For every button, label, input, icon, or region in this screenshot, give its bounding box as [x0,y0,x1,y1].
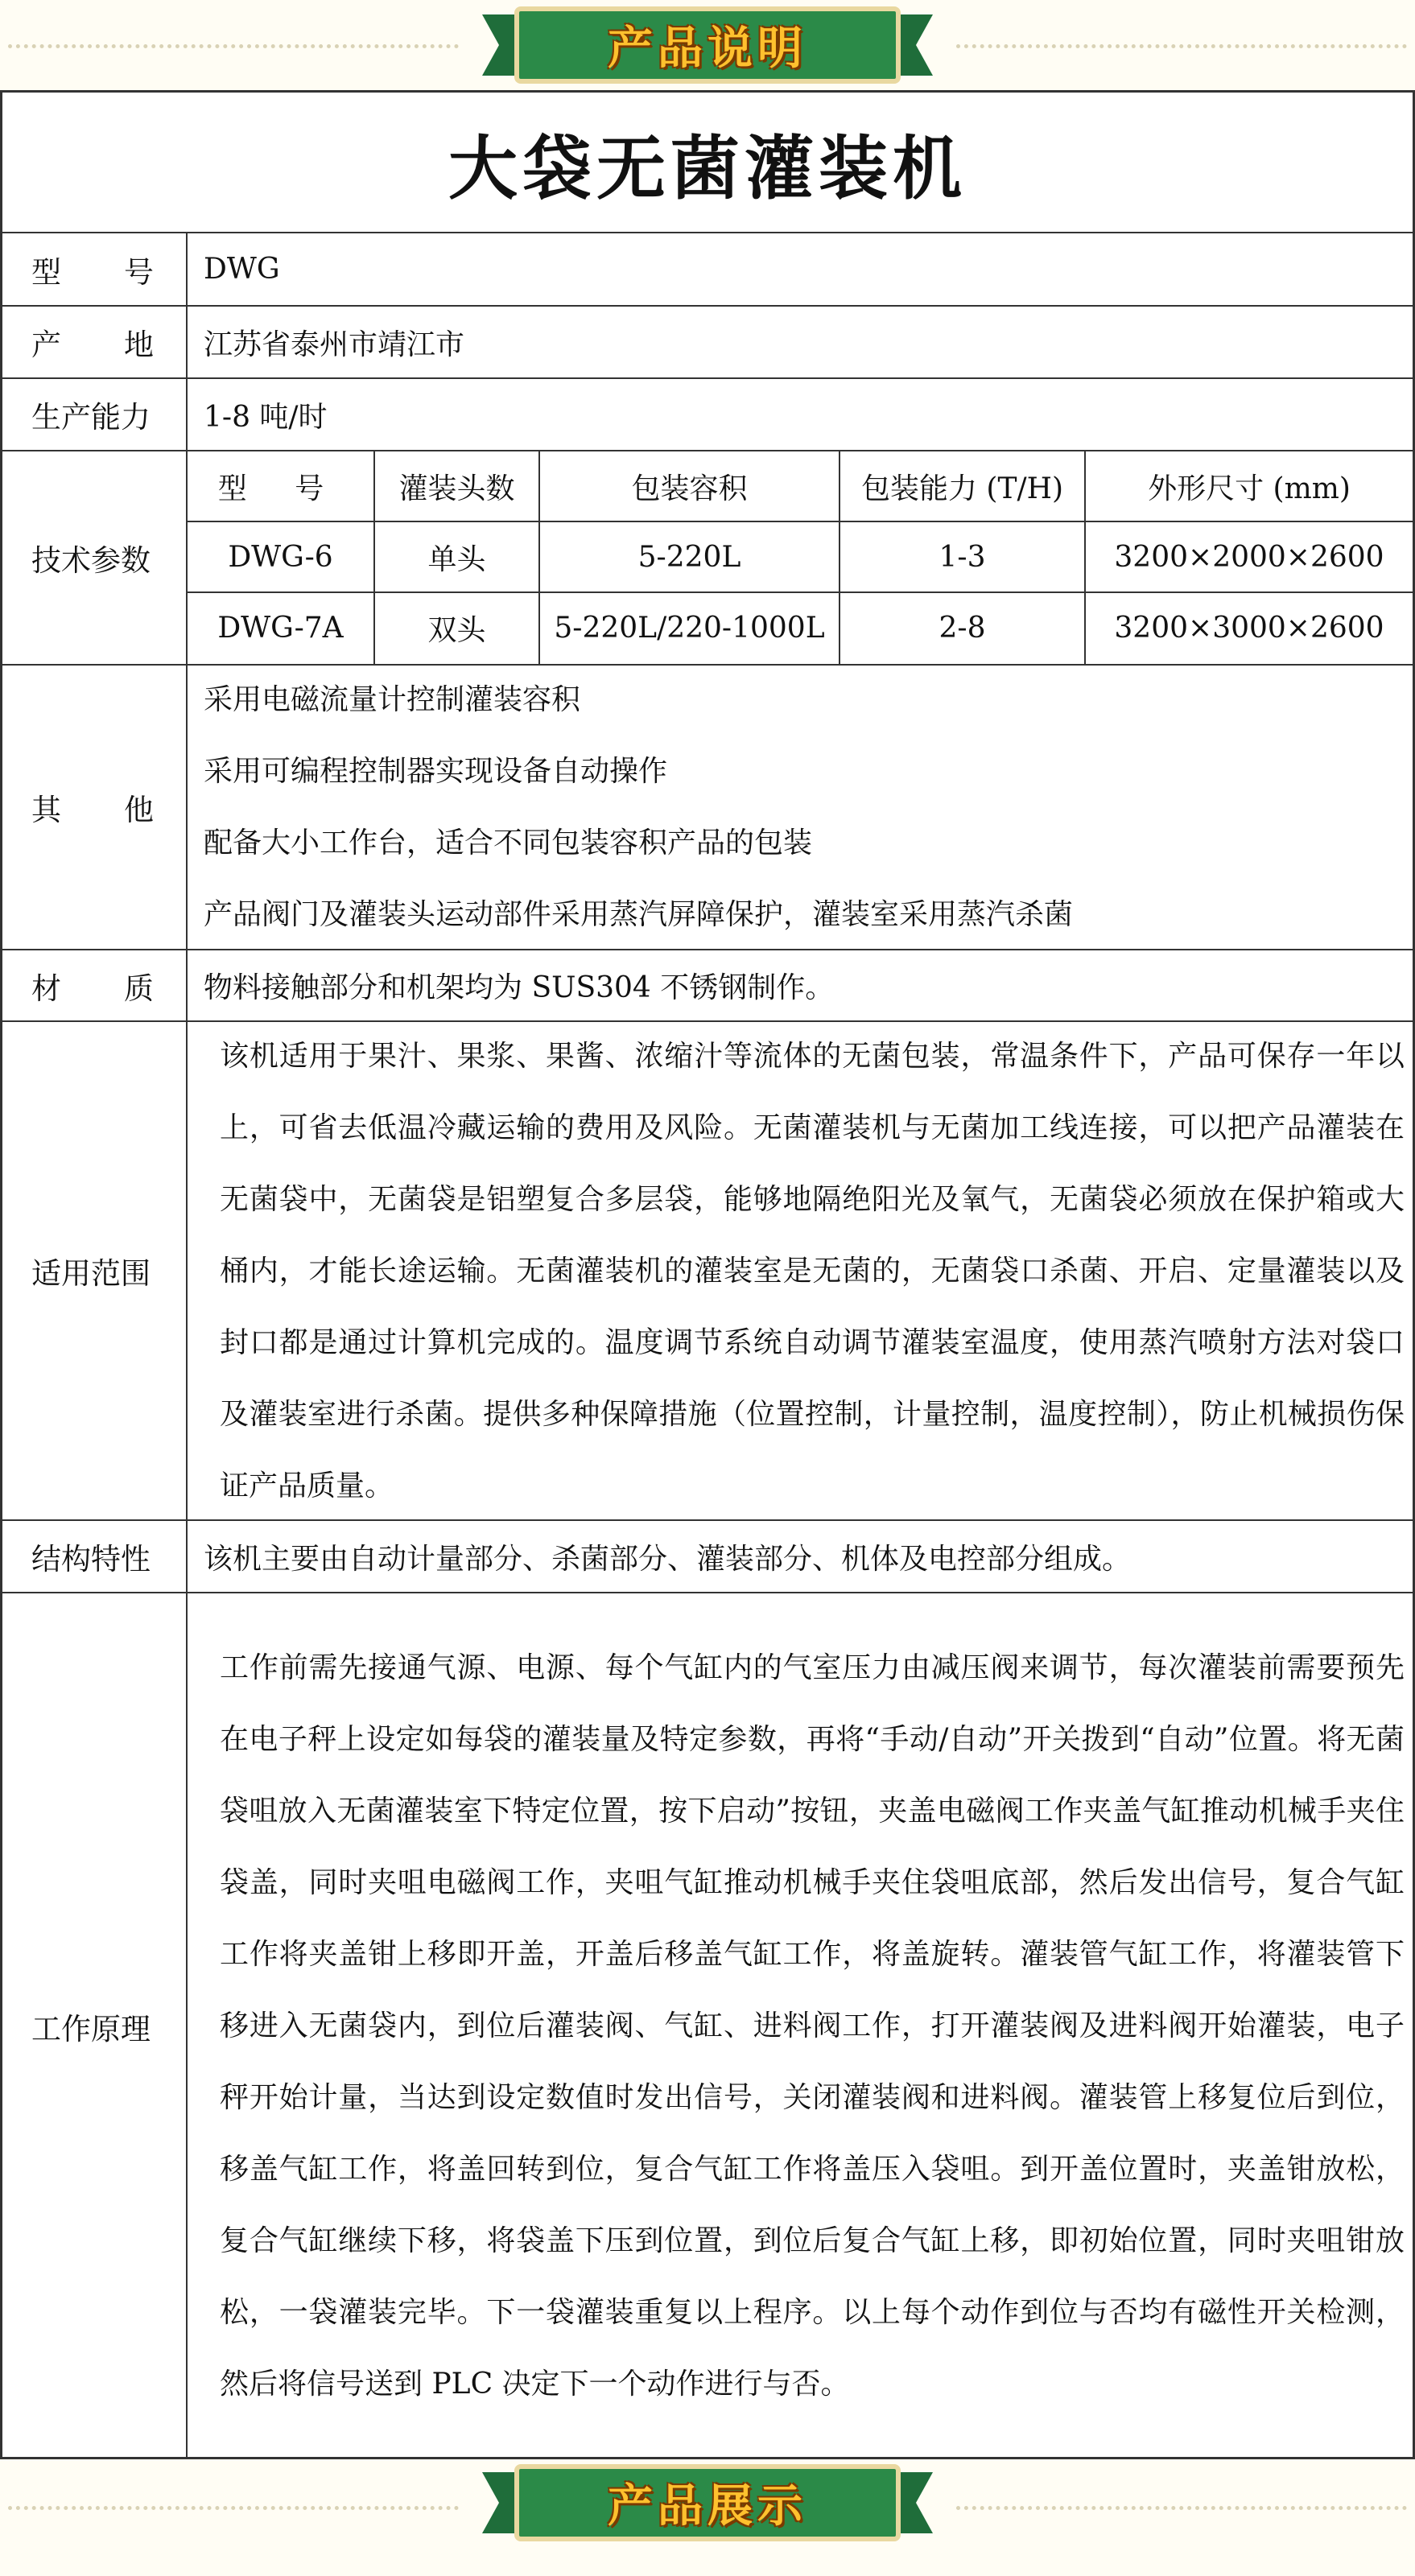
spec-table [0,90,1415,2459]
paragraph: 工作前需先接通气源、电源、每个气缸内的气室压力由减压阀来调节，每次灌装前需要预先在电子秤上设定如每袋的灌装量及特定参数，再将“手动/自动”开关拨到“自动”位置。将无菌袋咀放入无菌灌装室下特定位置，按下启动”按钮，夹盖电磁阀工作夹盖气缸推动机械手夹住袋盖，同时夹咀电磁阀工作，夹咀气缸推动机械手夹住袋咀底部，然后发出信号，复合气缸工作将夹盖钳上移即开盖，开盖后移盖气缸工作，将盖旋转。灌装管气缸工作，将灌装管下移进入无菌袋内，到位后灌装阀、气缸、进料阀工作，打开灌装阀及进料阀开始灌装，电子秤开始计量，当达到设定数值时发出信号，关闭灌装阀和进料阀。灌装管上移复位后到位，移盖气缸工作，将盖回转到位，复合气缸工作将盖压入袋咀。到开盖位置时，夹盖钳放松，复合气缸继续下移，将袋盖下压到位置，到位后复合气缸上移，即初始位置，同时夹咀钳放松，一袋灌装完毕。下一袋灌装重复以上程序。以上每个动作到位与否均有磁性开关检测，然后将信号送到 PLC 决定下一个动作进行与否。 [220,1651,1405,2401]
table-cell: 双头 [375,593,540,664]
row-value-block [188,1593,1413,2459]
label-char: 产 [31,328,61,362]
tech-params-header [188,451,1413,522]
label-char: 号 [124,254,154,290]
table-cell: DWG-7A [188,593,375,664]
ribbon-body [514,2464,901,2541]
row-value: DWG [204,253,280,286]
ribbon-badge [482,6,933,84]
table-cell: 1-3 [840,522,1086,591]
list-item: 配备大小工作台，适合不同包装容积产品的包装 [204,826,813,859]
table-cell: 3200×2000×2600 [1114,540,1384,574]
label-char: 材 [31,971,61,1006]
row-capacity [2,379,1413,451]
header-cell: 包装容积 [540,451,840,521]
list-item: 采用可编程控制器实现设备自动操作 [204,755,668,788]
header-cell: 外形尺寸 (mm) [1148,472,1351,505]
label-char: 他 [124,793,154,827]
row-value: 该机主要由自动计量部分、杀菌部分、灌装部分、机体及电控部分组成。 [204,1542,1132,1576]
ribbon-body [514,6,901,84]
label-char: 其 [31,793,61,827]
dotted-divider-right [956,44,1407,48]
header-cell: 包装能力 (T/H) [840,451,1086,521]
row-label: 工作原理 [2,1593,188,2459]
row-tech-params [2,451,1413,666]
table-cell: 单头 [375,522,540,591]
table-row [188,593,1413,664]
top-banner [0,0,1415,89]
row-principle [2,1593,1413,2459]
bottom-banner [0,2458,1415,2554]
label-char: 地 [124,328,154,362]
dotted-divider-left [8,44,459,48]
ribbon-badge [482,2464,933,2541]
table-cell: 3200×3000×2600 [1114,612,1384,645]
row-value: 江苏省泰州市靖江市 [204,328,465,361]
row-label [2,666,188,949]
table-cell: 2-8 [840,593,1086,664]
row-label [2,233,188,305]
dotted-divider-right [956,2506,1407,2510]
row-value: 1-8 吨/时 [204,400,328,434]
row-scope [2,1022,1413,1521]
row-label [2,950,188,1020]
list-item: 产品阀门及灌装头运动部件采用蒸汽屏障保护，灌装室采用蒸汽杀菌 [204,898,1074,931]
row-label: 生产能力 [2,379,188,450]
paragraph: 该机适用于果汁、果浆、果酱、浓缩汁等流体的无菌包装，常温条件下，产品可保存一年以上，可省去低温冷藏运输的费用及风险。无菌灌装机与无菌加工线连接，可以把产品灌装在无菌袋中，无菌袋是铝塑复合多层袋，能够地隔绝阳光及氧气，无菌袋必须放在保护箱或大桶内，才能长途运输。无菌灌装机的灌装室是无菌的，无菌袋口杀菌、开启、定量灌装以及封口都是通过计算机完成的。温度调节系统自动调节灌装室温度，使用蒸汽喷射方法对袋口及灌装室进行杀菌。提供多种保障措施（位置控制，计量控制，温度控制），防止机械损伤保证产品质量。 [220,1039,1405,1502]
header-cell: 型 号 [188,451,375,521]
label-char: 型 [31,254,61,290]
row-origin [2,307,1413,379]
row-structure [2,1521,1413,1593]
row-value: 物料接触部分和机架均为 SUS304 不锈钢制作。 [204,971,835,1004]
row-label: 结构特性 [2,1521,188,1592]
page-title: 大袋无菌灌装机 [2,93,1413,233]
banner-title: 产品展示 [608,2480,807,2533]
table-row [188,522,1413,593]
list-item: 采用电磁流量计控制灌装容积 [204,683,581,716]
tech-params-table [188,451,1413,664]
row-value-block [188,1022,1413,1519]
banner-title: 产品说明 [608,23,807,75]
label-char: 质 [124,971,154,1006]
row-model [2,233,1413,307]
header-cell: 灌装头数 [375,451,540,521]
row-label: 适用范围 [2,1022,188,1519]
table-cell: 5-220L/220-1000L [540,593,840,664]
row-material [2,950,1413,1022]
row-other [2,666,1413,950]
dotted-divider-left [8,2506,459,2510]
table-cell: 5-220L [540,522,840,591]
row-label [2,307,188,377]
table-cell: DWG-6 [188,522,375,591]
row-label: 技术参数 [2,451,188,664]
feature-list [188,666,1413,949]
